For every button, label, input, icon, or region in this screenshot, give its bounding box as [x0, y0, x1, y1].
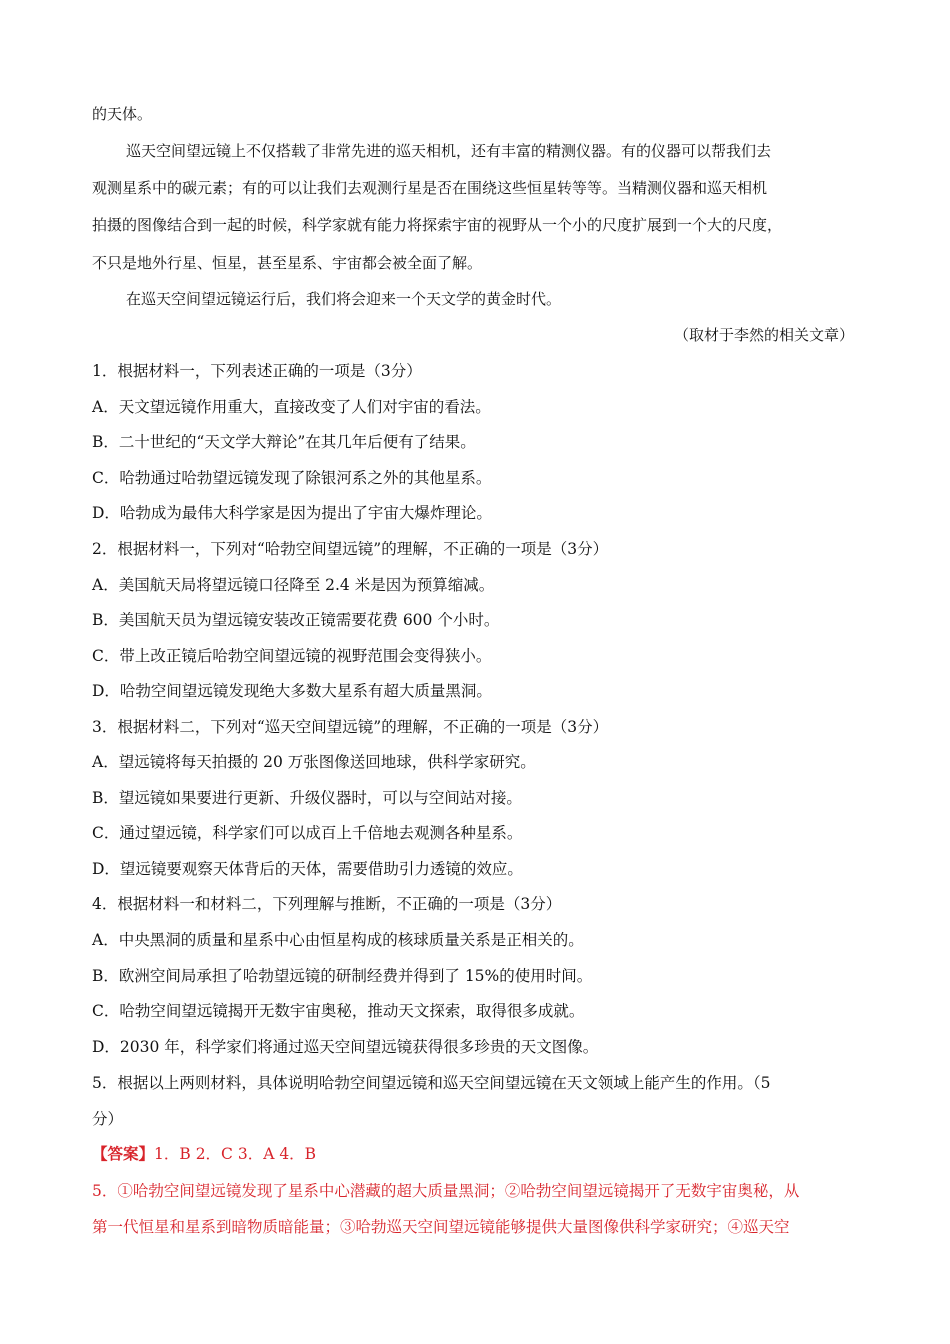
question-option: D．哈勃空间望远镜发现绝大多数大星系有超大质量黑洞。	[92, 682, 492, 700]
passage-line: 在巡天空间望远镜运行后，我们将会迎来一个天文学的黄金时代。	[126, 290, 562, 308]
question-option: B．望远镜如果要进行更新、升级仪器时，可以与空间站对接。	[92, 789, 522, 807]
question-option: D．哈勃成为最伟大科学家是因为提出了宇宙大爆炸理论。	[92, 504, 492, 522]
question-stem-continued: 分）	[92, 1110, 124, 1128]
passage-line: 观测星系中的碳元素；有的可以让我们去观测行星是否在围绕这些恒星转等等。当精测仪器和巡天相机	[92, 179, 768, 197]
passage-line: 的天体。	[92, 105, 153, 123]
question-option: A．望远镜将每天拍摄的 20 万张图像送回地球，供科学家研究。	[92, 753, 536, 771]
question-stem: 2．根据材料一，下列对“哈勃空间望远镜”的理解，不正确的一项是（3分）	[92, 540, 609, 558]
question-option: C．哈勃空间望远镜揭开无数宇宙奥秘，推动天文探索，取得很多成就。	[92, 1002, 585, 1020]
answer-q5: 5．①哈勃空间望远镜发现了星系中心潜藏的超大质量黑洞；②哈勃空间望远镜揭开了无数宇宙奥秘，从	[92, 1182, 800, 1200]
source-citation: （取材于李然的相关文章）	[673, 326, 854, 344]
answer-choices: 1．B 2．C 3．A 4．B	[154, 1145, 317, 1163]
answer-q5: 第一代恒星和星系到暗物质暗能量；③哈勃巡天空间望远镜能够提供大量图像供科学家研究；④巡天空	[92, 1218, 790, 1236]
passage-line: 巡天空间望远镜上不仅搭载了非常先进的巡天相机，还有丰富的精测仪器。有的仪器可以帮我们去	[126, 142, 772, 160]
question-option: B．美国航天员为望远镜安装改正镜需要花费 600 个小时。	[92, 611, 500, 629]
passage-line: 拍摄的图像结合到一起的时候，科学家就有能力将探索宇宙的视野从一个小的尺度扩展到一个大的尺度，	[92, 216, 783, 234]
question-option: C．通过望远镜，科学家们可以成百上千倍地去观测各种星系。	[92, 824, 523, 842]
question-option: B．欧洲空间局承担了哈勃望远镜的研制经费并得到了 15%的使用时间。	[92, 967, 593, 985]
question-option: A．天文望远镜作用重大，直接改变了人们对宇宙的看法。	[92, 398, 491, 416]
passage-line: 不只是地外行星、恒星，甚至星系、宇宙都会被全面了解。	[92, 254, 483, 272]
question-option: B．二十世纪的“天文学大辩论”在其几年后便有了结果。	[92, 433, 476, 451]
question-stem: 4．根据材料一和材料二，下列理解与推断，不正确的一项是（3分）	[92, 895, 562, 913]
answer-label: 【答案】	[92, 1144, 155, 1163]
answer-key	[92, 1144, 862, 1164]
question-stem: 1．根据材料一，下列表述正确的一项是（3分）	[92, 362, 422, 380]
question-option: A．美国航天局将望远镜口径降至 2.4 米是因为预算缩减。	[92, 576, 495, 594]
question-option: C．哈勃通过哈勃望远镜发现了除银河系之外的其他星系。	[92, 469, 492, 487]
question-option: A．中央黑洞的质量和星系中心由恒星构成的核球质量关系是正相关的。	[92, 931, 584, 949]
question-option: D．2030 年，科学家们将通过巡天空间望远镜获得很多珍贵的天文图像。	[92, 1038, 599, 1056]
question-stem: 5．根据以上两则材料，具体说明哈勃空间望远镜和巡天空间望远镜在天文领域上能产生的作用。（5	[92, 1074, 771, 1092]
question-option: C．带上改正镜后哈勃空间望远镜的视野范围会变得狭小。	[92, 647, 492, 665]
question-stem: 3．根据材料二，下列对“巡天空间望远镜”的理解，不正确的一项是（3分）	[92, 718, 609, 736]
question-option: D．望远镜要观察天体背后的天体，需要借助引力透镜的效应。	[92, 860, 523, 878]
